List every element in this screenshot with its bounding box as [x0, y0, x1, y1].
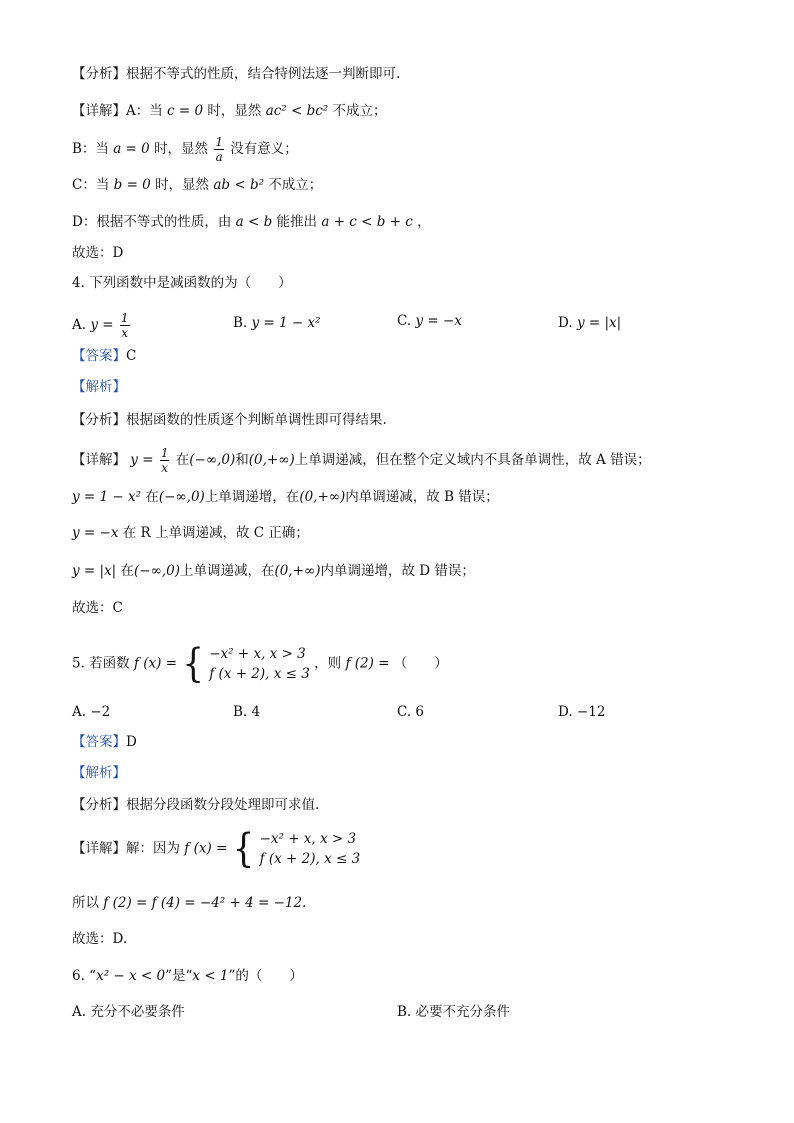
- q5-so-text1: 所以: [72, 895, 99, 911]
- q4-detail-1-text1: 在: [175, 452, 190, 468]
- q5-jiexi: 【解析】: [72, 765, 126, 781]
- q4-detail-2-text3: 内单调递减，故 B 错误；: [345, 489, 499, 505]
- q4-detail-2-math: y = 1 − x²: [72, 489, 142, 505]
- q4-detail-4-text3: 内单调递增，故 D 错误；: [320, 563, 475, 579]
- q3-detail-a-text2: 时，显然: [207, 103, 262, 119]
- q6-stem: [72, 966, 303, 986]
- q4-option-d-label: D.: [558, 315, 573, 331]
- q3-choice: 故选：D: [72, 245, 124, 261]
- q3-detail-d-text2: 能推出: [276, 214, 318, 230]
- q4-option-b-math: y = 1 − x²: [251, 315, 321, 331]
- q4-analysis: 【分析】根据函数的性质逐个判断单调性即可得结果.: [72, 412, 387, 428]
- q4-detail-4-math: y = |x|: [72, 563, 117, 579]
- q3-detail-b-frac-den: a: [215, 150, 223, 164]
- q4-answer: [72, 346, 136, 366]
- q3-detail-a-math1: c = 0: [167, 103, 204, 119]
- q4-option-b-label: B.: [233, 315, 248, 331]
- q3-detail-d-text3: ，: [417, 214, 431, 230]
- q3-detail-a: [72, 101, 387, 121]
- q4-detail-3-math: y = −x: [72, 525, 119, 541]
- q4-detail-1-interval1: (−∞,0): [189, 452, 236, 468]
- q5-answer-tag: 【答案】: [72, 734, 126, 750]
- q5-stem-text1: 5. 若函数: [72, 655, 130, 672]
- q6-stem-text2: ”是“: [165, 968, 193, 984]
- q5-so-math: f (2) = f (4) = −4² + 4 = −12: [103, 895, 303, 911]
- q4-detail-2: [72, 487, 499, 507]
- q5-answer: [72, 732, 137, 752]
- q4-option-a-label: A.: [72, 317, 87, 333]
- q4-stem: 4. 下列函数中是减函数的为（ ）: [72, 275, 292, 291]
- q5-answer-value: D: [126, 734, 137, 750]
- q4-detail-2-interval2: (0,+∞): [299, 489, 346, 505]
- q5-option-c: C. 6: [397, 704, 425, 720]
- q3-analysis: 【分析】根据不等式的性质，结合特例法逐一判断即可.: [72, 66, 401, 82]
- q3-detail-b-text1: B：当: [72, 141, 109, 157]
- q5-stem-f2: f (2) =: [345, 655, 390, 672]
- q4-answer-tag: 【答案】: [72, 348, 126, 364]
- q4-detail-4-interval2: (0,+∞): [274, 563, 321, 579]
- q4-option-c-label: C.: [397, 313, 412, 329]
- q3-detail-b-text2: 时，显然: [154, 141, 209, 157]
- q4-detail-1: [72, 446, 651, 475]
- q5-detail-case2: f (x + 2), x ≤ 3: [259, 851, 361, 867]
- q4-option-d-math: y = |x|: [576, 315, 622, 331]
- q5-stem-case1: −x² + x, x > 3: [209, 646, 306, 662]
- q4-choice: 故选：C: [72, 600, 123, 616]
- q5-stem-fx: f (x) =: [133, 655, 178, 672]
- q4-detail-2-text2: 上单调递增，在: [204, 489, 300, 505]
- q4-detail-1-frac-num: 1: [160, 446, 169, 460]
- q4-option-b: [233, 313, 321, 333]
- q3-detail-d-text1: D：根据不等式的性质，由: [72, 214, 232, 230]
- q3-detail-c-text3: 不成立；: [268, 177, 323, 193]
- q4-detail-2-text1: 在: [145, 489, 159, 505]
- q4-option-c: [397, 311, 462, 331]
- q5-stem-cases: [209, 644, 310, 684]
- q3-detail-a-text1: 【详解】A：当: [72, 103, 163, 119]
- q4-option-c-math: y = −x: [415, 313, 462, 329]
- q5-choice: 故选：D.: [72, 931, 128, 947]
- q4-answer-value: C: [126, 348, 137, 364]
- q4-detail-1-interval2: (0,+∞): [248, 452, 295, 468]
- q3-detail-b-frac-num: 1: [215, 135, 223, 149]
- q4-detail-2-interval1: (−∞,0): [158, 489, 205, 505]
- q4-option-a: [72, 311, 132, 340]
- q3-detail-b-math1: a = 0: [113, 141, 150, 157]
- q5-so: [72, 893, 306, 913]
- q3-detail-d: [72, 212, 431, 232]
- q6-option-a: A. 充分不必要条件: [72, 1004, 185, 1020]
- q4-detail-3-text1: 在 R 上单调递减，故 C 正确；: [122, 525, 309, 541]
- q3-detail-c: [72, 175, 322, 195]
- q3-detail-b: [72, 135, 298, 164]
- q5-stem-text3: （ ）: [393, 655, 448, 672]
- q5-analysis: 【分析】根据分段函数分段处理即可求值.: [72, 797, 320, 813]
- q3-detail-c-text1: C：当: [72, 177, 110, 193]
- q4-jiexi: 【解析】: [72, 379, 126, 395]
- q5-detail-cases: [260, 829, 361, 869]
- q4-detail-1-tag: 【详解】: [72, 452, 126, 468]
- q4-detail-4-text2: 上单调递减，在: [180, 563, 275, 579]
- q4-option-a-fraction: [120, 311, 130, 340]
- q4-option-a-math: y =: [90, 317, 114, 333]
- q4-option-a-frac-num: 1: [120, 311, 129, 325]
- q4-detail-1-text3: 上单调递减，但在整个定义域内不具备单调性，故 A 错误；: [294, 452, 651, 468]
- q5-stem-text2: ，则: [314, 655, 342, 672]
- q5-detail: [72, 826, 361, 872]
- q4-detail-1-math: y =: [130, 452, 154, 468]
- q3-detail-a-text3: 不成立；: [332, 103, 387, 119]
- q5-detail-text1: 【详解】解：因为: [72, 840, 180, 857]
- q4-detail-4-interval1: (−∞,0): [134, 563, 181, 579]
- q5-detail-case1: −x² + x, x > 3: [259, 831, 357, 847]
- q6-stem-text1: 6. “: [72, 968, 97, 984]
- q3-detail-a-math2: ac² < bc²: [265, 103, 329, 119]
- q5-stem-case2: f (x + 2), x ≤ 3: [209, 666, 310, 682]
- q3-detail-c-math2: ab < b²: [213, 177, 264, 193]
- q5-detail-brace: {: [232, 826, 255, 872]
- q3-detail-c-math1: b = 0: [113, 177, 151, 193]
- q5-so-text2: .: [302, 895, 307, 911]
- q4-detail-4: [72, 561, 475, 581]
- q4-detail-1-fraction: [160, 446, 170, 475]
- q3-detail-b-text3: 没有意义；: [230, 141, 298, 157]
- q3-detail-c-text2: 时，显然: [155, 177, 210, 193]
- q5-stem: [72, 641, 448, 687]
- q4-detail-4-text1: 在: [120, 563, 135, 579]
- q4-detail-1-text2: 和: [235, 452, 249, 468]
- q5-detail-fx: f (x) =: [184, 840, 228, 857]
- q6-option-b: B. 必要不充分条件: [397, 1004, 511, 1020]
- q6-stem-math2: x < 1: [192, 968, 229, 984]
- q3-detail-b-fraction: [214, 135, 224, 164]
- q4-option-d: [558, 313, 621, 333]
- q3-detail-d-math2: a + c < b + c: [321, 214, 413, 230]
- q6-stem-math1: x² − x < 0: [96, 968, 166, 984]
- q5-option-a: A. −2: [72, 704, 111, 720]
- q5-option-d: D. −12: [558, 704, 606, 720]
- q6-stem-text3: ”的（ ）: [228, 968, 303, 984]
- q4-option-a-frac-den: x: [121, 326, 129, 340]
- q3-detail-d-math1: a < b: [235, 214, 273, 230]
- q5-option-b: B. 4: [233, 704, 261, 720]
- q5-stem-brace: {: [182, 641, 204, 687]
- q4-detail-1-frac-den: x: [161, 461, 169, 475]
- q4-detail-3: [72, 523, 309, 543]
